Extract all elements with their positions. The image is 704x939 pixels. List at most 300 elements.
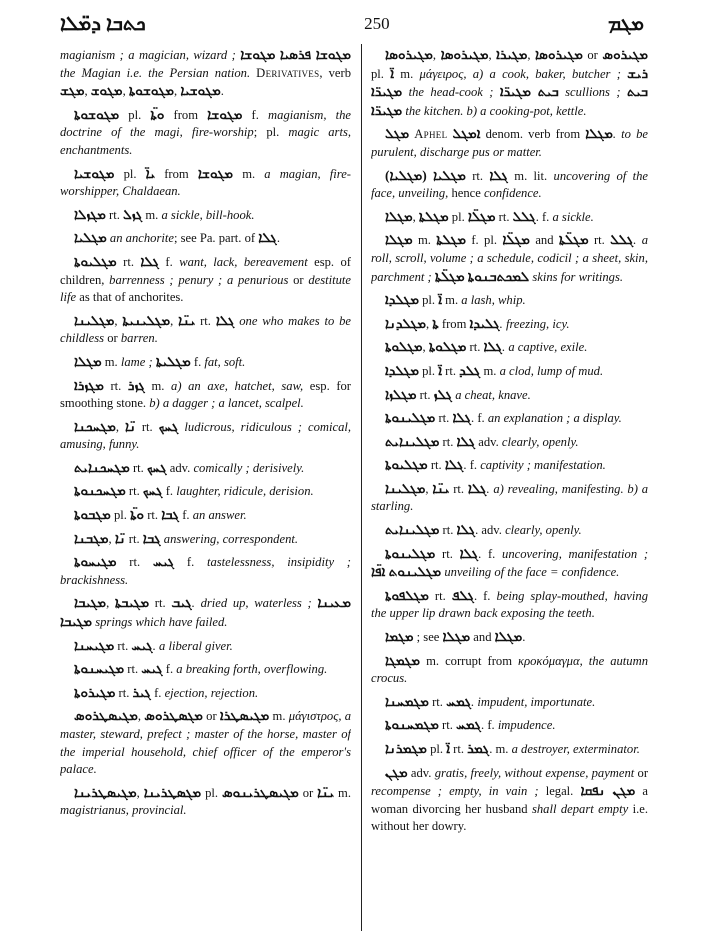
- entry-text: m. corrupt from: [420, 653, 519, 668]
- syriac-headword: ܡܓܝܪܘܣܐ: [534, 47, 583, 62]
- syriac-headword: ܐ̈: [390, 65, 395, 81]
- entry-text: adv.: [166, 460, 194, 475]
- syriac-headword: ܡܓܠܝܬܐ: [155, 353, 191, 369]
- entry-text: rt.: [588, 233, 611, 248]
- definition-text: κροκόμαγμα, the autumn crocus.: [371, 653, 648, 686]
- entry-text: rt.: [105, 207, 123, 222]
- left-column: [60, 46, 351, 932]
- syriac-headword: ܓܝܪ: [132, 684, 151, 700]
- syriac-headword: ܡܓܘܫܝܐ: [180, 83, 221, 99]
- definition-text: springs which have failed.: [92, 615, 228, 630]
- entry-text: f.: [174, 555, 207, 570]
- definition-text: magic arts, enchantments.: [60, 125, 351, 157]
- syriac-headword: ܐ̈: [438, 362, 443, 378]
- entry-text: ,: [115, 419, 126, 434]
- syriac-headword: ܓܠܐ: [140, 253, 159, 269]
- syriac-headword: ܬܐ: [432, 315, 439, 331]
- entry-text: legal.: [538, 784, 581, 799]
- syriac-headword: ܓܝܚ: [131, 637, 153, 653]
- entry-text: i.e. without her dowry.: [371, 801, 648, 834]
- definition-text: a clod, lump of mud.: [499, 363, 604, 378]
- dictionary-entry: [371, 652, 648, 688]
- dictionary-entry: [60, 418, 351, 454]
- dictionary-entry: [371, 456, 648, 475]
- entry-text: rt.: [428, 694, 447, 709]
- syriac-headword: ܡܓܠܝܘܬܐ: [385, 457, 428, 473]
- dictionary-entry: [60, 46, 351, 101]
- dictionary-entry: [60, 206, 351, 225]
- entry-text: ,: [122, 84, 129, 99]
- entry-text: pl.: [418, 293, 439, 308]
- definition-text: want, lack, bereavement: [179, 254, 308, 269]
- syriac-headword: ܡܓܝܪܐ: [496, 47, 528, 62]
- entry-text: rt.: [129, 460, 147, 475]
- entry-text: rt.: [439, 434, 457, 449]
- header-right-title: ܡܓܡ: [607, 12, 644, 35]
- syriac-headword: ܓܝܒ: [171, 595, 192, 611]
- syriac-headword: ܓܝܚ: [141, 661, 163, 677]
- definition-text: a cheat, knave.: [452, 387, 531, 402]
- syriac-headword: ܡܓܢ: [385, 764, 408, 780]
- dictionary-entry: [371, 764, 648, 836]
- entry-text: . m.: [489, 742, 512, 756]
- dictionary-entry: [60, 106, 351, 160]
- syriac-headword: ܡܓܝܪܘܣ: [602, 47, 648, 62]
- syriac-headword: ܓܙܪ: [127, 377, 145, 393]
- dictionary-entry: [60, 377, 351, 413]
- entry-text: .: [220, 84, 224, 99]
- entry-text: denom. verb from: [480, 127, 586, 142]
- syriac-headword: ܡܓܒܢܐ: [74, 530, 109, 546]
- entry-text: rt.: [466, 340, 484, 355]
- entry-text: esp. of children,: [60, 254, 351, 287]
- syriac-headword: ܡܓܝܣܛܪܐ: [219, 708, 270, 724]
- syriac-headword: ܡܓܝܣܛܪܝܢܐ: [74, 784, 137, 800]
- syriac-headword: ܡܓܠܝܢܘܬ ܐܦ̈ܐ: [371, 564, 442, 580]
- entry-text: pl.: [418, 363, 439, 378]
- definition-text: tastelessness, insipidity ; brackishness.: [60, 555, 351, 587]
- entry-text: rt.: [427, 458, 445, 473]
- definition-text: a lash, whip.: [461, 293, 526, 308]
- dictionary-entry: [371, 740, 648, 759]
- dictionary-entry: [60, 165, 351, 201]
- entry-text: m.: [142, 207, 162, 222]
- syriac-headword: ܘܬ̈ܐ: [130, 507, 145, 523]
- syriac-headword: ܡܓܠܝܢܝܬܐ: [122, 312, 171, 328]
- header-left-title: ܟܬܒܐ ܕܡ̈ܠܐ: [60, 12, 146, 35]
- page-number: 250: [364, 14, 390, 33]
- entry-text: and: [529, 233, 559, 248]
- entry-text: rt.: [149, 596, 172, 611]
- definition-text: comically ; derisively.: [193, 460, 305, 475]
- syriac-headword: ܡܓܠܝܘܬܐ: [74, 253, 117, 269]
- syriac-headword: ܡܓܝܪܘܣܐ: [440, 47, 489, 62]
- page-header: [60, 10, 644, 38]
- syriac-headword: ܡܓܘܫܘܬܐ: [128, 83, 175, 99]
- definition-text: laughter, ridicule, derision.: [176, 484, 314, 499]
- dictionary-entry: [60, 530, 351, 549]
- entry-text: pl.: [114, 166, 146, 181]
- entry-text: rt.: [144, 508, 162, 523]
- dictionary-entry: [60, 684, 351, 703]
- entry-text: adv.: [475, 434, 502, 449]
- dictionary-entry: [371, 208, 648, 227]
- dictionary-entry: [60, 784, 351, 820]
- definition-text: ludicrous, ridiculous ; comical, amusing, funny.: [60, 419, 351, 452]
- syriac-headword: ܡܓܠ̈ܬܐ: [558, 232, 589, 248]
- entry-text: f.: [162, 484, 177, 499]
- definition-text: one who makes to be childless: [60, 313, 351, 346]
- definition-text: gratis, freely, without expense, payment: [434, 765, 635, 780]
- dictionary-entry: [371, 409, 648, 428]
- entry-text: rt.: [449, 742, 468, 756]
- dictionary-entry: [60, 459, 351, 478]
- entry-text: rt.: [495, 209, 513, 224]
- entry-text: . f.: [471, 411, 488, 426]
- definition-text: clearly, openly.: [501, 434, 579, 449]
- definition-text: a sickle.: [552, 209, 594, 224]
- syriac-headword: ܡܓܢ ܢܦܩܐ: [580, 783, 636, 799]
- entry-text: or: [634, 765, 648, 780]
- dictionary-entry: [60, 229, 351, 248]
- definition-text: unveiling of the face = confidence.: [441, 565, 620, 580]
- entry-text: rt.: [125, 484, 143, 499]
- entry-text: f.: [162, 662, 177, 677]
- entry-text: ,: [106, 596, 115, 611]
- definition-text: scullions ;: [558, 85, 627, 100]
- syriac-headword: ܡܓܘܫܝܐ: [74, 165, 115, 181]
- syriac-headword: ܡܓܡܪܢܐ: [385, 741, 427, 756]
- entry-text: m.: [101, 354, 121, 369]
- dictionary-entry: [371, 545, 648, 582]
- syriac-headword: ܓܠܠ: [610, 232, 634, 248]
- entry-text: f. pl.: [466, 233, 503, 248]
- definition-text: barrenness ; penury ; a penurious: [109, 272, 289, 287]
- entry-text: or: [202, 709, 220, 724]
- definition-text: magianism, the doctrine of the magi, fire-worship: [60, 107, 351, 140]
- syriac-headword: ܓܠܐ: [483, 339, 503, 355]
- syriac-headword: ܐ̈: [446, 741, 450, 756]
- entry-text: rt.: [442, 363, 460, 378]
- entry-text: pl.: [426, 742, 447, 756]
- syriac-headword: ܓܡܚ: [456, 717, 482, 733]
- syriac-headword: ܓܒܐ: [142, 530, 161, 546]
- definition-text: captivity ; manifestation.: [480, 458, 606, 473]
- entry-text: . f.: [463, 458, 481, 473]
- entry-text: m.: [412, 233, 437, 248]
- entry-text: ; see: [413, 630, 443, 645]
- definition-text: recompense ; empty, in vain ;: [371, 784, 539, 799]
- syriac-headword: ܢ̈ܐ: [114, 530, 126, 546]
- syriac-headword: ܡܓܚܟܢܐܝܬ: [74, 459, 130, 475]
- definition-text: a sickle, bill-hook.: [161, 207, 255, 222]
- entry-text: rt.: [438, 718, 456, 733]
- syriac-headword: ܝܐ̈: [145, 165, 156, 181]
- syriac-headword: ܡܓܠܘܬܐ: [428, 339, 467, 355]
- dictionary-entry: [371, 125, 648, 161]
- syriac-headword: ܓܠܐ: [258, 230, 277, 246]
- definition-text: confidence.: [483, 186, 542, 201]
- smallcaps-label: Aphel: [414, 127, 448, 142]
- entry-text: from: [155, 166, 198, 181]
- syriac-headword: ܡܓܝܪܘܣܐ: [385, 47, 433, 62]
- entry-text: hence: [448, 186, 484, 201]
- entry-text: rt.: [435, 546, 460, 561]
- definition-text: the Magian i.e. the Persian nation.: [60, 65, 257, 80]
- definition-text: a breaking forth, overflowing.: [176, 662, 328, 677]
- entry-text: or: [288, 272, 309, 287]
- dictionary-entry: [60, 707, 351, 778]
- syriac-headword: ܓܚܟ: [158, 418, 179, 434]
- entry-text: . f.: [473, 588, 497, 603]
- syriac-headword: ܓܠܐ: [452, 410, 472, 426]
- syriac-headword: ܓܒܐ: [161, 507, 180, 523]
- definition-text: b) a dagger ; a lancet, scalpel.: [149, 396, 304, 411]
- definition-text: uncovering, manifestation ;: [502, 546, 648, 561]
- syriac-headword: ܡܓܠܬܐ: [436, 232, 466, 248]
- entry-text: ,: [425, 481, 433, 496]
- syriac-headword: ܓܠܙ: [433, 386, 453, 402]
- entry-text: ,: [108, 531, 115, 546]
- definition-text: a magian, fire-worshipper, Chaldaean.: [60, 166, 351, 199]
- entry-text: adv.: [407, 765, 435, 780]
- dictionary-entry: [371, 628, 648, 647]
- entry-text: f.: [150, 685, 165, 700]
- entry-text: rt.: [116, 555, 153, 570]
- definition-text: uncovering of the face, unveiling,: [371, 168, 648, 201]
- entry-text: ,: [174, 84, 181, 99]
- syriac-headword: ܓܠܐ: [467, 480, 487, 496]
- syriac-headword: ܡܓܙܠܐ: [74, 206, 106, 222]
- entry-text: pl.: [119, 107, 151, 122]
- syriac-headword: ܡܓܘܫܐ: [197, 165, 234, 181]
- syriac-headword: ܡܓܠܝܢܐܝܬ: [385, 433, 440, 449]
- syriac-headword: ܡܓܣܛܪܘܣ: [144, 708, 203, 724]
- dictionary-entry: [371, 231, 648, 286]
- definition-text: . a roll, scroll, volume ; a schedule, codicil ; a sheet, skin, parchment ;: [371, 233, 648, 284]
- syriac-headword: ܡܓܠܝܢܐܝܬ: [385, 522, 440, 538]
- entry-text: from: [164, 107, 208, 122]
- syriac-headword: ܓܠܐ: [489, 167, 508, 183]
- syriac-headword: ܡܓܝܚܢܘܬܐ: [74, 661, 125, 677]
- syriac-headword: ܡܓܠܕܐ: [385, 362, 419, 378]
- syriac-headword: ܓܠܐ: [444, 457, 464, 473]
- entry-text: m.: [480, 363, 500, 378]
- syriac-headword: ܐ̈: [438, 292, 443, 308]
- definition-text: . impudent, importunate.: [471, 694, 596, 709]
- dictionary-entry: [371, 46, 648, 120]
- entry-text: rt.: [439, 523, 457, 538]
- syriac-headword: ܡܓܠ̈ܐ: [467, 208, 496, 224]
- entry-text: esp. for smoothing stone.: [60, 378, 351, 411]
- syriac-headword: ܡܓܡܚܢܐ: [385, 693, 429, 709]
- syriac-headword: ܡܓܣܛܪܝܢܐ: [143, 784, 202, 800]
- syriac-headword: ܓܚܟ: [146, 459, 167, 475]
- syriac-headword: ܡܓܠ: [385, 126, 410, 142]
- definition-text: ejection, rejection.: [164, 685, 259, 700]
- entry-text: .: [522, 630, 526, 645]
- definition-text: . to be purulent, discharge pus or matter.: [371, 127, 648, 159]
- entry-text: rt.: [449, 481, 468, 496]
- entry-text: , verb: [319, 65, 351, 80]
- syriac-headword: ܡܓܙܪܐ: [74, 377, 104, 393]
- entry-text: f.: [158, 254, 180, 269]
- syriac-headword: ܡܓܚܟܢܘܬܐ: [74, 483, 126, 499]
- dictionary-entry: [60, 482, 351, 501]
- syriac-headword: ܓܠܝܕܐ: [469, 315, 500, 331]
- entry-text: ,: [136, 785, 144, 800]
- entry-text: ,: [432, 48, 441, 62]
- syriac-headword: ܡܓܡܐ: [385, 629, 414, 645]
- entry-text: .: [276, 231, 280, 246]
- syriac-headword: ܓܠܐ: [215, 312, 235, 328]
- entry-text: ,: [412, 209, 419, 224]
- syriac-headword: ܓܠܐ: [456, 433, 476, 449]
- dictionary-entry: [371, 480, 648, 516]
- syriac-headword: ܡܓܠ̈ܬܐ: [434, 268, 465, 284]
- syriac-headword: ܡܓܝܪܘܬܐ: [74, 684, 116, 700]
- entry-text: . f.: [535, 209, 553, 224]
- entry-text: rt.: [124, 662, 142, 677]
- entry-text: m.: [269, 709, 289, 724]
- syriac-headword: ܡܓܠܝܐ: [74, 230, 107, 246]
- syriac-headword: ܡܓܠܬܐ: [418, 208, 449, 224]
- dictionary-entry: [371, 521, 648, 540]
- syriac-headword: (ܡܓܠܝܐ): [385, 167, 427, 183]
- definition-text: impudence.: [497, 718, 556, 733]
- entry-text: f.: [190, 354, 205, 369]
- definition-text: lame ;: [120, 354, 156, 369]
- syriac-headword: ܡܓܡܚܢܘܬܐ: [385, 717, 439, 733]
- syriac-headword: ܡܓܝܚܘܬܐ: [74, 554, 117, 570]
- syriac-headword: ܡܓܒܘܬܐ: [74, 507, 111, 523]
- entry-text: rt.: [116, 254, 141, 269]
- entry-text: or: [582, 48, 603, 62]
- entry-text: from: [438, 316, 470, 331]
- syriac-headword: ܢ̈ܐ: [125, 418, 136, 434]
- entry-text: rt.: [114, 638, 132, 653]
- dictionary-entry: [371, 167, 648, 203]
- dictionary-entry: [60, 637, 351, 656]
- syriac-headword: ܓܡܚ: [446, 693, 472, 709]
- syriac-headword: ܡܓܘܫ: [90, 83, 123, 99]
- definition-text: skins for writings.: [529, 269, 624, 284]
- syriac-headword: ܡܓܫ: [60, 83, 85, 99]
- syriac-headword: ܠܡܟܬܒܢܘܬܐ: [467, 268, 530, 284]
- entry-text: rt.: [135, 419, 159, 434]
- definition-text: shall depart empty: [531, 801, 629, 816]
- syriac-headword: ܡܓܠ̈ܐ: [502, 232, 530, 248]
- dictionary-entry: [60, 594, 351, 631]
- dictionary-entry: [371, 386, 648, 405]
- entry-text: ,: [137, 709, 145, 724]
- definition-text: magianism ; a magician, wizard ;: [60, 48, 241, 62]
- definition-text: being splay-mouthed, having the upper lip drawn back exposing the teeth.: [371, 588, 648, 621]
- smallcaps-label: Derivatives: [256, 65, 320, 80]
- syriac-headword: ܓܙܠ: [123, 206, 143, 222]
- entry-text: ,: [114, 313, 123, 328]
- definition-text: an anchorite: [106, 231, 174, 246]
- syriac-headword: ܡܓܡܓܐ: [385, 652, 421, 668]
- syriac-headword: ܒܝܬ ܡܓܝܪ̈ܐ: [371, 84, 648, 118]
- syriac-headword: ܓܠܐ: [459, 545, 479, 561]
- definition-text: magistrianus, provincial.: [60, 803, 187, 818]
- dictionary-entry: [371, 716, 648, 735]
- entry-text: or: [298, 785, 318, 800]
- entry-text: ,: [422, 340, 429, 355]
- definition-text: . a) revealing, manifesting. b) a starling.: [371, 481, 648, 514]
- definition-text: fat, soft.: [204, 354, 246, 369]
- entry-text: pl.: [371, 66, 391, 81]
- entry-text: ,: [426, 316, 433, 331]
- syriac-headword: ܡܓܚܟܢܐ: [74, 418, 116, 434]
- syriac-headword: ܡܓܠܕܢܐ: [385, 315, 426, 331]
- syriac-headword: ܓܝܚ: [152, 554, 175, 570]
- syriac-headword: ܝܢ̈ܐ: [178, 312, 196, 328]
- entry-text: m.: [144, 378, 172, 393]
- entry-text: m.: [394, 66, 420, 81]
- syriac-headword: ܡܓܠܐ: [585, 126, 613, 142]
- entry-text: ; see Pa. part. of: [173, 231, 259, 246]
- definition-text: a) an axe, hatchet, saw,: [171, 378, 304, 393]
- syriac-headword: ܡܓܠܦܘܬܐ: [385, 587, 429, 603]
- entry-text: rt.: [125, 531, 143, 546]
- definition-text: μάγειρος, a) a cook, baker, butcher ;: [419, 66, 628, 81]
- syriac-headword: ܡܓܝܣܛܪܝܢܘܣ: [221, 784, 299, 800]
- entry-text: m.: [334, 785, 351, 800]
- syriac-headword: ܡܓܠܝܢܐ: [385, 480, 426, 496]
- syriac-headword: ܡܓܝܒܐ: [74, 595, 107, 611]
- syriac-headword: ܡܓܠܝܢܘܬܐ: [385, 545, 436, 561]
- dictionary-entry: [60, 660, 351, 679]
- entry-text: m. lit.: [507, 168, 554, 183]
- syriac-headword: ܓܠܦ: [451, 587, 474, 603]
- definition-text: destitute life: [60, 272, 351, 305]
- entry-text: ,: [84, 84, 91, 99]
- entry-text: ,: [170, 313, 179, 328]
- entry-text: f.: [179, 508, 193, 523]
- dictionary-entry: [371, 362, 648, 381]
- definition-text: μάγιστρος, a master, steward, prefect ; master of the horse, master of the imperial household, chief officer of the emperor's palace.: [60, 709, 351, 777]
- entry-text: ,: [488, 48, 497, 62]
- definition-text: . a liberal giver.: [152, 638, 233, 653]
- entry-text: . f.: [478, 546, 503, 561]
- definition-text: answering, correspondent.: [160, 531, 299, 546]
- definition-text: . freezing, icy.: [499, 316, 570, 331]
- column-divider: [361, 44, 362, 931]
- dictionary-entry: [371, 433, 648, 452]
- dictionary-entry: [371, 693, 648, 712]
- definition-text: . a captive, exile.: [502, 340, 588, 355]
- syriac-headword: ܡܓܘܫܐ: [207, 106, 243, 122]
- entry-text: ,: [527, 48, 535, 62]
- entry-text: rt.: [195, 313, 216, 328]
- entry-text: rt.: [428, 588, 452, 603]
- syriac-headword: ܓܠܠ: [512, 208, 536, 224]
- entry-text: . adv.: [475, 523, 506, 538]
- definition-text: a destroyer, exterminator.: [511, 742, 640, 756]
- dictionary-entry: [60, 353, 351, 372]
- syriac-headword: ܡܓܠܘܬܐ: [385, 339, 423, 355]
- definition-text: barren.: [120, 331, 158, 346]
- syriac-headword: ܡܥܝܢܐ ܡܓܝܒܐ: [60, 595, 351, 630]
- entry-text: pl.: [448, 209, 468, 224]
- syriac-headword: ܡܓܝܒܬܐ: [114, 595, 150, 611]
- syriac-headword: ܪܝܫ ܡܓܝܪ̈ܐ: [371, 65, 648, 100]
- dictionary-entry: [60, 253, 351, 307]
- dictionary-entry: [371, 315, 648, 334]
- dictionary-entry: [371, 291, 648, 310]
